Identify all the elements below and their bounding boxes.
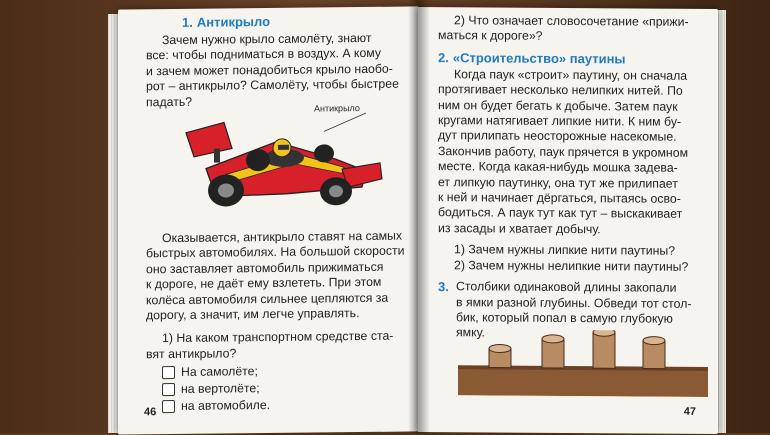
option-label: на вертолёте; — [181, 381, 260, 397]
pillar[interactable] — [643, 337, 665, 369]
answer-option[interactable] — [162, 396, 404, 416]
pillar[interactable] — [489, 344, 511, 367]
text-line: к ней и начинает дёргаться, пытаясь осво- — [438, 190, 681, 206]
pillar[interactable] — [593, 329, 615, 368]
left-page — [118, 6, 418, 434]
text-line: рот – антикрыло? Самолёту, чтобы быстрее — [146, 76, 399, 94]
text-line: Закончив работу, паук прячется в укромном — [438, 143, 689, 160]
text-line: из засады и хватает добычу. — [438, 220, 601, 237]
page-number-left: 46 — [144, 406, 157, 419]
text-line: маться к дороге»? — [438, 28, 543, 44]
right-page — [418, 7, 718, 434]
text-line: падать? — [146, 94, 193, 109]
section-2-questions — [438, 242, 700, 275]
text-line: бодиться. А паук тут как тут – выскакивает — [438, 205, 683, 222]
callout-line — [324, 113, 366, 131]
text-line: 2) Зачем нужны нелипкие нити паутины? — [454, 257, 689, 274]
section-1-intro — [146, 30, 404, 114]
section-1-body — [146, 229, 404, 324]
text-line: протягивает несколько нелипких нитей. По — [438, 82, 683, 99]
pillars-illustration — [458, 329, 708, 397]
text-line: Столбики одинаковой длины закопали — [456, 279, 677, 295]
text-line: и зачем может понадобиться крыло наобо- — [146, 61, 393, 79]
text-line: дорогу, а значит, им легче управлять. — [146, 306, 360, 323]
section-2-number: 2. — [438, 49, 449, 65]
section-3-number: 3. — [438, 279, 449, 295]
text-line: бик, который попал в самую глубокую — [456, 310, 673, 326]
answer-options — [144, 362, 404, 419]
text-line: быстрых автомобилях. На большой скорости — [146, 243, 405, 261]
option-label: На самолёте; — [181, 364, 258, 380]
text-line: кругами натягивает липкие нити. К ним бу- — [438, 113, 682, 129]
section-1-heading — [182, 13, 404, 30]
text-line: Оказывается, антикрыло ставят на самых — [162, 228, 403, 246]
text-line: ямку. — [456, 325, 485, 340]
text-line: 1) Зачем нужны липкие нити паутины? — [454, 242, 676, 259]
text-line: 1) На каком транспортном средстве ста- — [162, 329, 394, 346]
option-label: на автомобиле. — [181, 398, 271, 414]
section-2-title: «Строительство» паутины — [452, 50, 626, 67]
section-2-body — [438, 67, 700, 238]
text-line: месте. Когда какая-нибудь мошка задева- — [438, 159, 678, 176]
section-1-question — [146, 329, 404, 363]
text-line: дут прилипать неосторожные насекомые. — [438, 128, 677, 145]
checkbox[interactable] — [162, 383, 175, 396]
section-1-number: 1. — [182, 14, 193, 30]
text-line: ет липкую паутинку, она тут же прилипает — [438, 174, 678, 191]
checkbox[interactable] — [162, 366, 175, 379]
text-line: вят антикрыло? — [146, 346, 237, 362]
rear-wing — [186, 122, 232, 156]
section-1-question-2 — [438, 13, 700, 46]
illustration-callout-label: Антикрыло — [314, 103, 360, 114]
text-line: ним он будет бегать к добыче. Затем паук — [438, 97, 678, 114]
text-line: Зачем нужно крыло самолёту, знают — [162, 30, 372, 48]
section-2-heading — [438, 50, 700, 67]
page-number-right: 47 — [683, 405, 696, 418]
section-1-title: Антикрыло — [196, 13, 271, 30]
text-line: 2) Что означает словосочетание «прижи- — [454, 13, 689, 29]
text-line: Когда паук «строит» паутину, он сначала — [454, 67, 688, 83]
ground — [458, 367, 708, 397]
text-line: в ямки разной глубины. Обведи тот стол- — [456, 294, 692, 311]
text-line: все: чтобы подниматься в воздух. А кому — [146, 46, 382, 63]
checkbox[interactable] — [162, 400, 175, 413]
wing-post — [214, 149, 220, 163]
pillar[interactable] — [542, 335, 564, 368]
text-line: оно заставляет автомобиль прижиматься — [146, 259, 384, 277]
text-line: к дороге, не даёт ему взлететь. При этом — [146, 275, 382, 292]
helmet-visor — [278, 145, 289, 150]
text-line: колёса автомобиля сильнее цепляются за — [146, 290, 389, 307]
race-car-illustration — [166, 107, 386, 219]
